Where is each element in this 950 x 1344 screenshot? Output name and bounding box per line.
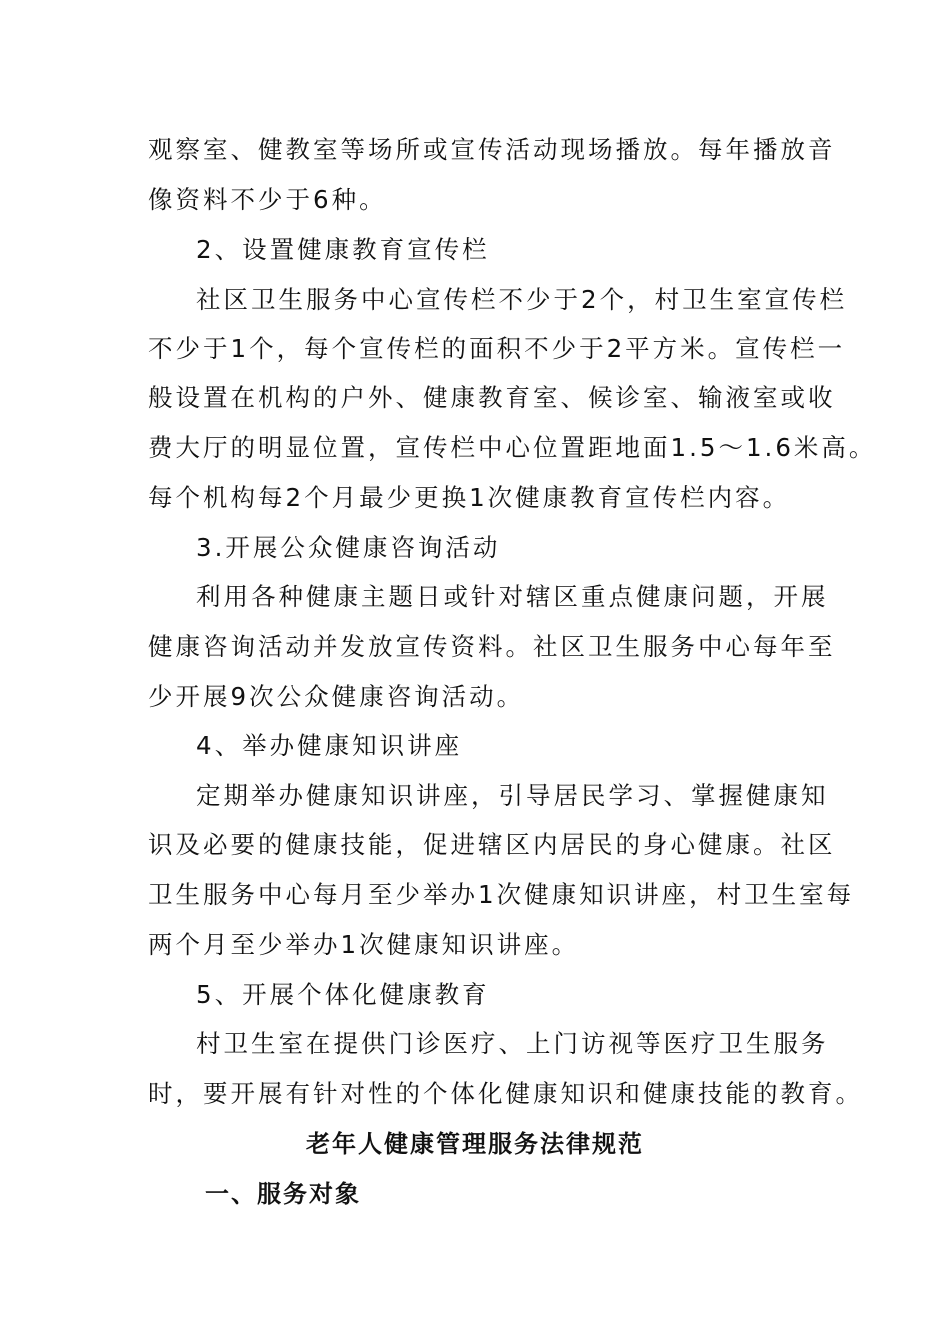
subsection-heading: 5、开展个体化健康教育 (196, 980, 490, 1009)
paragraph-line: 卫生服务中心每月至少举办1次健康知识讲座，村卫生室每 (148, 880, 855, 909)
section-heading: 一、服务对象 (205, 1179, 361, 1208)
paragraph-line: 健康咨询活动并发放宣传资料。社区卫生服务中心每年至 (148, 632, 836, 661)
subsection-heading: 4、举办健康知识讲座 (196, 731, 463, 760)
paragraph-line: 定期举办健康知识讲座，引导居民学习、掌握健康知 (196, 781, 829, 810)
paragraph-line: 每个机构每2个月最少更换1次健康教育宣传栏内容。 (148, 483, 791, 512)
paragraph-line: 少开展9次公众健康咨询活动。 (148, 682, 525, 711)
paragraph-line: 观察室、健教室等场所或宣传活动现场播放。每年播放音 (148, 135, 836, 164)
paragraph-line: 村卫生室在提供门诊医疗、上门访视等医疗卫生服务 (196, 1029, 829, 1058)
paragraph-line: 像资料不少于6种。 (148, 185, 387, 214)
paragraph-line: 识及必要的健康技能，促进辖区内居民的身心健康。社区 (148, 830, 836, 859)
paragraph-line: 不少于1个，每个宣传栏的面积不少于2平方米。宣传栏一 (148, 334, 846, 363)
subsection-heading: 3.开展公众健康咨询活动 (196, 533, 501, 562)
paragraph-line: 般设置在机构的户外、健康教育室、候诊室、输液室或收 (148, 383, 836, 412)
paragraph-line: 费大厅的明显位置，宣传栏中心位置距地面1.5～1.6米高。 (148, 433, 877, 462)
document-title: 老年人健康管理服务法律规范 (306, 1129, 644, 1158)
paragraph-line: 社区卫生服务中心宣传栏不少于2个，村卫生室宣传栏 (196, 285, 848, 314)
paragraph-line: 两个月至少举办1次健康知识讲座。 (148, 930, 580, 959)
paragraph-line: 时，要开展有针对性的个体化健康知识和健康技能的教育。 (148, 1079, 863, 1108)
paragraph-line: 利用各种健康主题日或针对辖区重点健康问题，开展 (196, 582, 829, 611)
subsection-heading: 2、设置健康教育宣传栏 (196, 235, 490, 264)
